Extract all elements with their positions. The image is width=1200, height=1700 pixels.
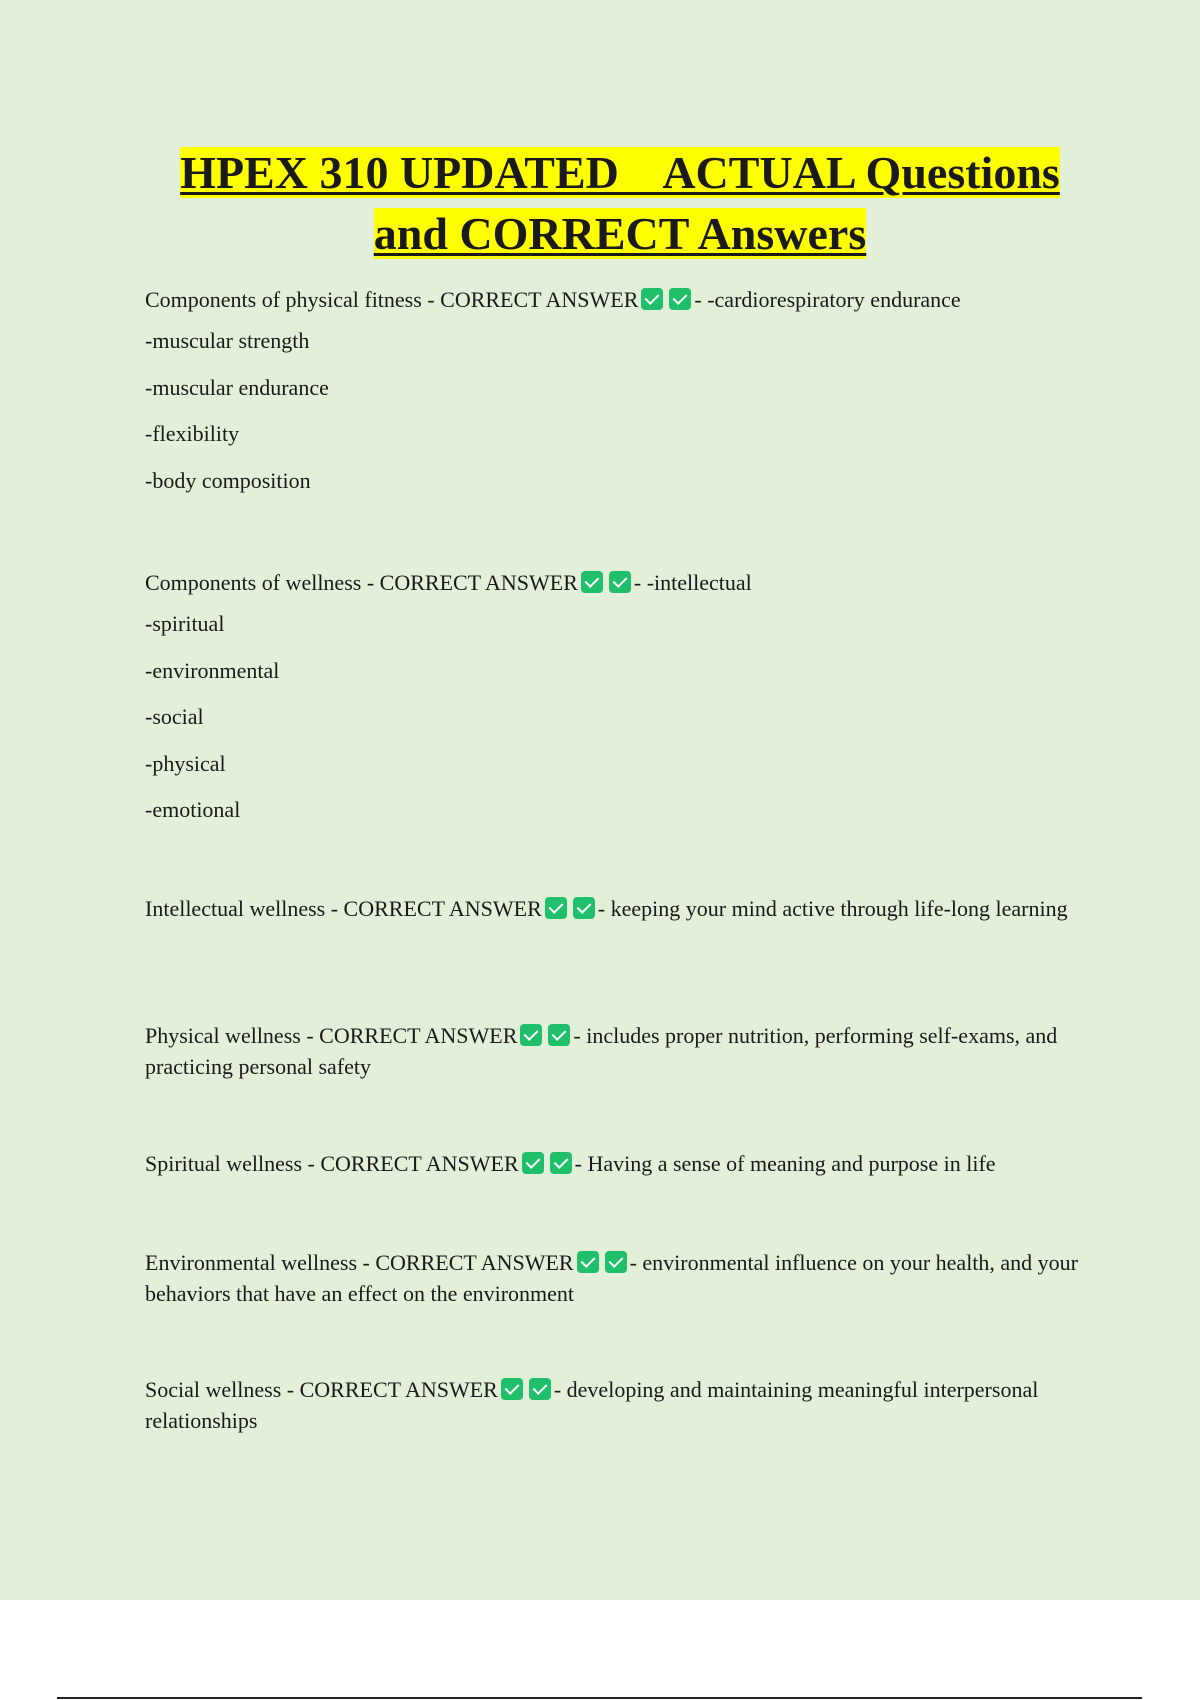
check-mark-button-icon xyxy=(577,1251,599,1273)
qa-line: Components of wellness - CORRECT ANSWER - -intellectual xyxy=(145,570,752,595)
answer-item: -muscular endurance xyxy=(145,374,329,400)
check-mark-button-icon xyxy=(529,1378,551,1400)
check-mark-button-icon xyxy=(550,1152,572,1174)
answer-item: -social xyxy=(145,704,204,729)
question-term: Intellectual wellness xyxy=(145,896,326,921)
answer-marker: CORRECT ANSWER xyxy=(343,896,542,921)
answer-item: -physical xyxy=(145,750,226,776)
answer-text: Having a sense of meaning and purpose in life xyxy=(587,1151,996,1176)
check-mark-button-icon xyxy=(641,288,663,310)
answer-marker: CORRECT ANSWER xyxy=(379,570,578,595)
qa-block: Social wellness - CORRECT ANSWER - developing and maintaining meaningful interpersonal relationships xyxy=(145,1377,1039,1433)
question-term: Environmental wellness xyxy=(145,1250,358,1275)
answer-item: -environmental xyxy=(145,657,280,683)
question-term: Spiritual wellness xyxy=(145,1151,303,1176)
question-term: Physical wellness xyxy=(145,1023,301,1048)
qa-block: Intellectual wellness - CORRECT ANSWER - keeping your mind active through life-long learning xyxy=(145,896,1068,921)
check-mark-button-icon xyxy=(605,1251,627,1273)
answer-text: -intellectual xyxy=(646,570,752,595)
check-mark-button-icon xyxy=(520,1024,542,1046)
check-mark-button-icon xyxy=(548,1024,570,1046)
check-mark-button-icon xyxy=(522,1152,544,1174)
check-mark-button-icon xyxy=(501,1378,523,1400)
answer-text: environmental influence on your health, and your behaviors that have an effect on the environment xyxy=(145,1250,1079,1306)
question-term: Social wellness xyxy=(145,1377,282,1402)
qa-block xyxy=(145,565,1095,834)
question-list xyxy=(145,282,1095,1433)
answer-item: -spiritual xyxy=(145,611,225,636)
answer-text: developing and maintaining meaningful interpersonal relationships xyxy=(145,1377,1039,1433)
answer-marker: CORRECT ANSWER xyxy=(299,1377,498,1402)
qa-block: Spiritual wellness - CORRECT ANSWER - Having a sense of meaning and purpose in life xyxy=(145,1151,996,1176)
check-mark-button-icon xyxy=(545,897,567,919)
qa-line: Components of physical fitness - CORRECT ANSWER - -cardiorespiratory endurance xyxy=(145,287,961,312)
answer-text: -cardiorespiratory endurance xyxy=(707,287,961,312)
qa-block xyxy=(145,282,1095,504)
page-title xyxy=(140,142,1100,264)
answer-item: -body composition xyxy=(145,467,311,493)
answer-marker: CORRECT ANSWER xyxy=(375,1250,574,1275)
question-term: Components of physical fitness xyxy=(145,287,422,312)
qa-block: Physical wellness - CORRECT ANSWER - includes proper nutrition, performing self-exams, and practicing personal safety xyxy=(145,1023,1058,1079)
check-mark-button-icon xyxy=(581,571,603,593)
qa-block: Environmental wellness - CORRECT ANSWER - environmental influence on your health, and your behaviors that have an effect on the environment xyxy=(145,1250,1079,1306)
answer-marker: CORRECT ANSWER xyxy=(440,287,639,312)
title-line-2: and CORRECT Answers xyxy=(373,208,867,259)
answer-text: keeping your mind active through life-long learning xyxy=(610,896,1068,921)
answer-item: -flexibility xyxy=(145,421,240,446)
check-mark-button-icon xyxy=(669,288,691,310)
answer-item: -emotional xyxy=(145,797,241,822)
answer-text: includes proper nutrition, performing self-exams, and practicing personal safety xyxy=(145,1023,1058,1079)
title-line-1: HPEX 310 UPDATED ACTUAL Questions xyxy=(180,147,1060,198)
answer-marker: CORRECT ANSWER xyxy=(320,1151,519,1176)
check-mark-button-icon xyxy=(609,571,631,593)
answer-item: -muscular strength xyxy=(145,328,310,353)
question-term: Components of wellness xyxy=(145,570,362,595)
answer-marker: CORRECT ANSWER xyxy=(319,1023,518,1048)
footer-divider xyxy=(57,1697,1142,1699)
check-mark-button-icon xyxy=(573,897,595,919)
